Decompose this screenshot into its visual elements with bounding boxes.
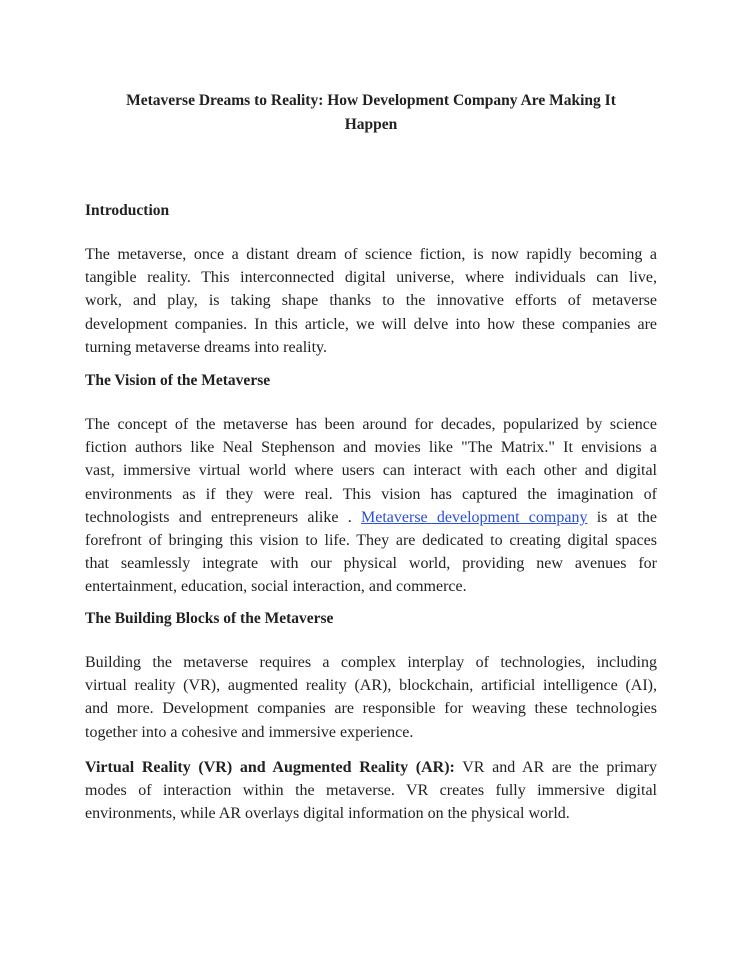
text-line: vast, immersive virtual world where users can interact with each other and digital bbox=[85, 462, 657, 480]
bold-term: Virtual Reality (VR) and Augmented Reality (AR): bbox=[85, 759, 455, 776]
text-line: fiction authors like Neal Stephenson and movies like "The Matrix." It envisions a bbox=[85, 439, 657, 457]
text-line: development companies. In this article, we will delve into how these companies are bbox=[85, 315, 657, 333]
text: is at the bbox=[596, 508, 658, 526]
text-line: forefront of bringing this vision to life. They are dedicated to creating digital spaces bbox=[85, 531, 657, 549]
text: VR and AR are the primary bbox=[462, 759, 657, 776]
text-line: modes of interaction within the metaverse. VR creates fully immersive digital bbox=[85, 782, 657, 800]
metaverse-development-company-link[interactable]: Metaverse development company bbox=[361, 508, 588, 526]
heading-introduction: Introduction bbox=[85, 202, 170, 219]
paragraph-introduction bbox=[85, 243, 657, 359]
document-title bbox=[85, 89, 657, 137]
title-line: Happen bbox=[344, 116, 398, 133]
text-line: virtual reality (VR), augmented reality (AR), blockchain, artificial intelligence (AI), bbox=[85, 677, 657, 695]
paragraph-vr-ar bbox=[85, 756, 657, 826]
text-line: The metaverse, once a distant dream of science fiction, is now rapidly becoming a bbox=[85, 246, 657, 263]
text: technologists and entrepreneurs alike . bbox=[85, 508, 352, 526]
text-line: and more. Development companies are responsible for weaving these technologies bbox=[85, 700, 657, 718]
title-line: Metaverse Dreams to Reality: How Development Company Are Making It bbox=[126, 92, 616, 109]
heading-building-blocks: The Building Blocks of the Metaverse bbox=[85, 610, 334, 627]
text-line bbox=[85, 756, 657, 779]
text-line: entertainment, education, social interaction, and commerce. bbox=[85, 578, 467, 596]
text-line: that seamlessly integrate with our physical world, providing new avenues for bbox=[85, 555, 657, 573]
text-line: together into a cohesive and immersive experience. bbox=[85, 723, 414, 741]
text-line bbox=[85, 506, 657, 529]
text-line: work, and play, is taking shape thanks to the innovative efforts of metaverse bbox=[85, 292, 657, 310]
text-line: Building the metaverse requires a complex interplay of technologies, including bbox=[85, 654, 657, 671]
paragraph-vision bbox=[85, 413, 657, 599]
text-line: environments as if they were real. This vision has captured the imagination of bbox=[85, 485, 657, 503]
heading-vision: The Vision of the Metaverse bbox=[85, 372, 271, 389]
text-line: tangible reality. This interconnected digital universe, where individuals can live, bbox=[85, 269, 657, 287]
text-line: The concept of the metaverse has been around for decades, popularized by science bbox=[85, 416, 657, 433]
paragraph-building-blocks bbox=[85, 651, 657, 744]
text-line: turning metaverse dreams into reality. bbox=[85, 338, 327, 356]
text-line: environments, while AR overlays digital information on the physical world. bbox=[85, 805, 570, 823]
